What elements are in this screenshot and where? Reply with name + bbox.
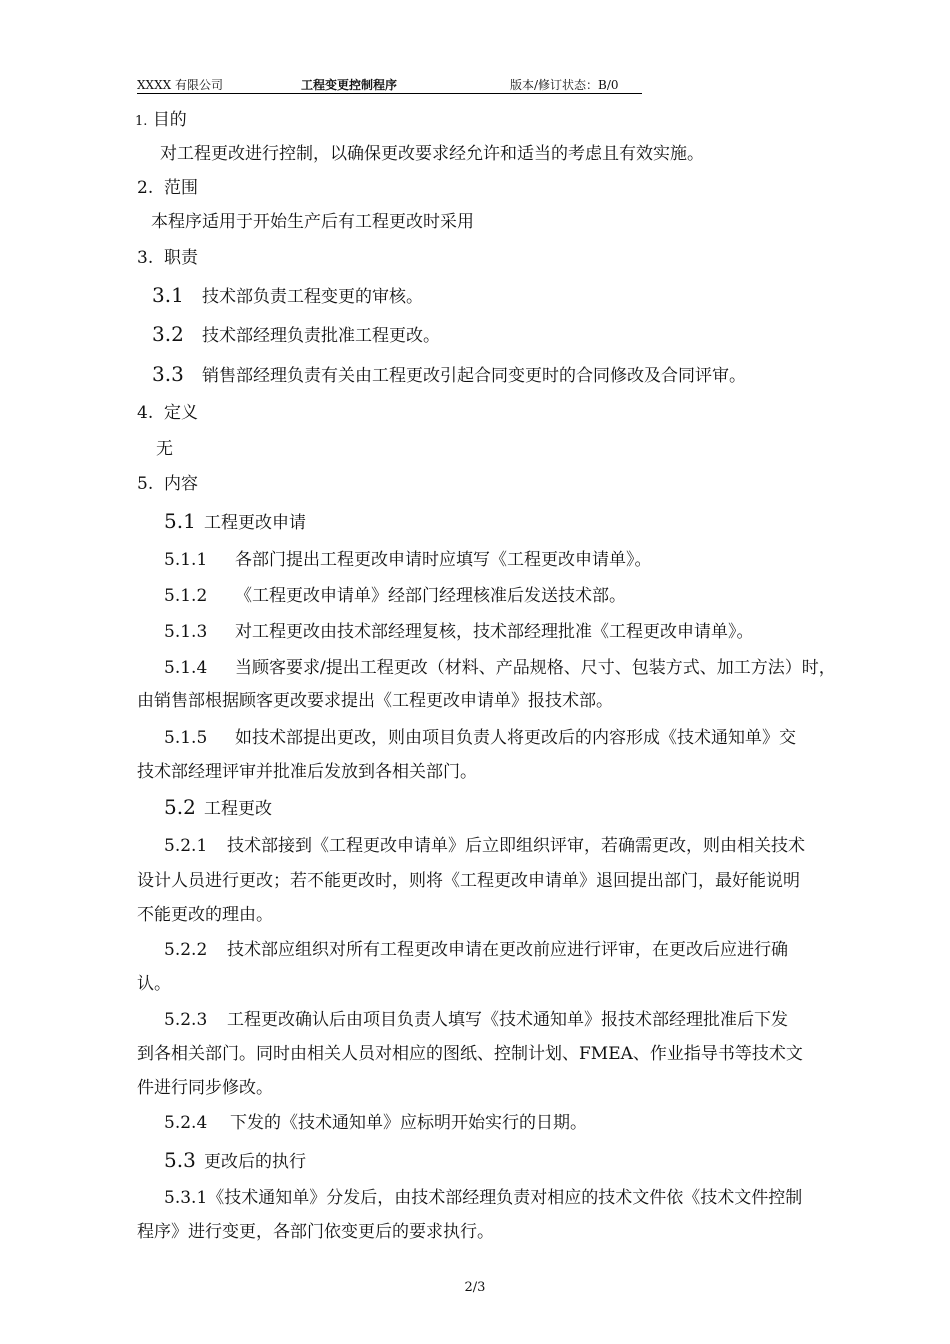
- clause-text: 当顾客要求/提出工程更改（材料、产品规格、尺寸、包装方式、加工方法）时，: [235, 658, 836, 678]
- section-title: 目的: [152, 110, 187, 130]
- subsection-number: 5.1: [164, 509, 196, 533]
- section-4-body: 无: [156, 439, 173, 459]
- header-version: 版本/修订状态：B/0: [510, 78, 619, 92]
- clause-number: 5.1.2: [164, 586, 208, 606]
- section-3-heading: [137, 247, 198, 269]
- subsection-title: 工程更改: [204, 799, 272, 819]
- item-number: 3.1: [152, 283, 184, 307]
- header-doc-title: 工程变更控制程序: [301, 78, 398, 92]
- clause-5-2-1-cont2: 不能更改的理由。: [137, 905, 273, 925]
- clause-number: 5.2.1: [164, 836, 208, 856]
- clause-number: 5.2.4: [164, 1113, 208, 1133]
- subsection-title: 更改后的执行: [204, 1152, 306, 1172]
- clause-text: 工程更改确认后由项目负责人填写《技术通知单》报技术部经理批准后下发: [227, 1010, 788, 1030]
- section-number: 4.: [137, 403, 154, 423]
- clause-5-3-1-cont: 程序》进行变更，各部门依变更后的要求执行。: [137, 1222, 494, 1242]
- item-number: 3.3: [152, 362, 184, 386]
- clause-number: 5.2.2: [164, 940, 208, 960]
- clause-5-2-4: [164, 1112, 587, 1134]
- responsibility-3-3: [152, 363, 746, 387]
- subsection-5-2-heading: [164, 796, 272, 820]
- item-text: 技术部经理负责批准工程更改。: [202, 326, 440, 346]
- clause-5-2-2: [164, 939, 788, 961]
- item-text: 销售部经理负责有关由工程更改引起合同变更时的合同修改及合同评审。: [202, 366, 746, 386]
- clause-text: 《技术通知单》分发后，由技术部经理负责对相应的技术文件依《技术文件控制: [207, 1188, 803, 1208]
- clause-text: 《工程更改申请单》经部门经理核准后发送技术部。: [235, 586, 626, 606]
- section-title: 范围: [164, 178, 198, 198]
- clause-text: 如技术部提出更改，则由项目负责人将更改后的内容形成《技术通知单》交: [235, 728, 796, 748]
- section-title: 职责: [164, 248, 198, 268]
- clause-number: 5.3.1: [164, 1188, 208, 1208]
- clause-5-2-3-cont: 到各相关部门。同时由相关人员对相应的图纸、控制计划、FMEA、作业指导书等技术文: [137, 1044, 803, 1064]
- clause-text: 下发的《技术通知单》应标明开始实行的日期。: [230, 1113, 587, 1133]
- clause-5-2-1: [164, 835, 805, 857]
- section-number: 2.: [137, 178, 154, 198]
- item-text: 技术部负责工程变更的审核。: [202, 287, 423, 307]
- clause-number: 5.1.3: [164, 622, 208, 642]
- section-number: 3.: [137, 248, 154, 268]
- responsibility-3-1: [152, 284, 423, 308]
- clause-text: 各部门提出工程更改申请时应填写《工程更改申请单》。: [235, 550, 652, 570]
- subsection-5-1-heading: [164, 510, 306, 534]
- section-number: 5.: [137, 474, 154, 494]
- clause-number: 5.1.4: [164, 658, 208, 678]
- clause-number: 5.1.5: [164, 728, 208, 748]
- clause-number: 5.2.3: [164, 1010, 208, 1030]
- clause-5-2-3: [164, 1009, 788, 1031]
- section-5-heading: [137, 473, 198, 495]
- subsection-5-3-heading: [164, 1149, 306, 1173]
- clause-number: 5.1.1: [164, 550, 208, 570]
- subsection-number: 5.3: [164, 1148, 196, 1172]
- clause-text: 对工程更改由技术部经理复核，技术部经理批准《工程更改申请单》。: [235, 622, 754, 642]
- section-4-heading: [137, 402, 198, 424]
- clause-5-1-4-cont: 由销售部根据顾客更改要求提出《工程更改申请单》报技术部。: [137, 691, 613, 711]
- item-number: 3.2: [152, 322, 184, 346]
- clause-5-2-2-cont: 认。: [137, 974, 171, 994]
- responsibility-3-2: [152, 323, 440, 347]
- subsection-title: 工程更改申请: [204, 513, 306, 533]
- clause-5-3-1: [164, 1187, 802, 1209]
- page-header: [137, 75, 642, 94]
- clause-5-1-3: [164, 621, 754, 643]
- section-1-body: 对工程更改进行控制，以确保更改要求经允许和适当的考虑且有效实施。: [160, 144, 704, 164]
- clause-5-1-2: [164, 585, 626, 607]
- clause-5-1-4: [164, 657, 836, 679]
- clause-text: 技术部接到《工程更改申请单》后立即组织评审，若确需更改，则由相关技术: [227, 836, 805, 856]
- clause-5-2-3-cont2: 件进行同步修改。: [137, 1078, 273, 1098]
- page-number: 2/3: [464, 1280, 486, 1295]
- section-title: 内容: [164, 474, 198, 494]
- subsection-number: 5.2: [164, 795, 196, 819]
- section-number: 1.: [135, 114, 148, 129]
- clause-text: 技术部应组织对所有工程更改申请在更改前应进行评审，在更改后应进行确: [227, 940, 788, 960]
- clause-5-1-5: [164, 727, 796, 749]
- section-2-body: 本程序适用于开始生产后有工程更改时采用: [151, 212, 474, 232]
- section-1-heading: [135, 109, 187, 133]
- header-company: XXXX 有限公司: [137, 78, 223, 92]
- section-2-heading: [137, 177, 198, 199]
- clause-5-1-1: [164, 549, 652, 571]
- clause-5-2-1-cont: 设计人员进行更改；若不能更改时，则将《工程更改申请单》退回提出部门，最好能说明: [137, 871, 800, 891]
- clause-5-1-5-cont: 技术部经理评审并批准后发放到各相关部门。: [137, 762, 477, 782]
- section-title: 定义: [164, 403, 198, 423]
